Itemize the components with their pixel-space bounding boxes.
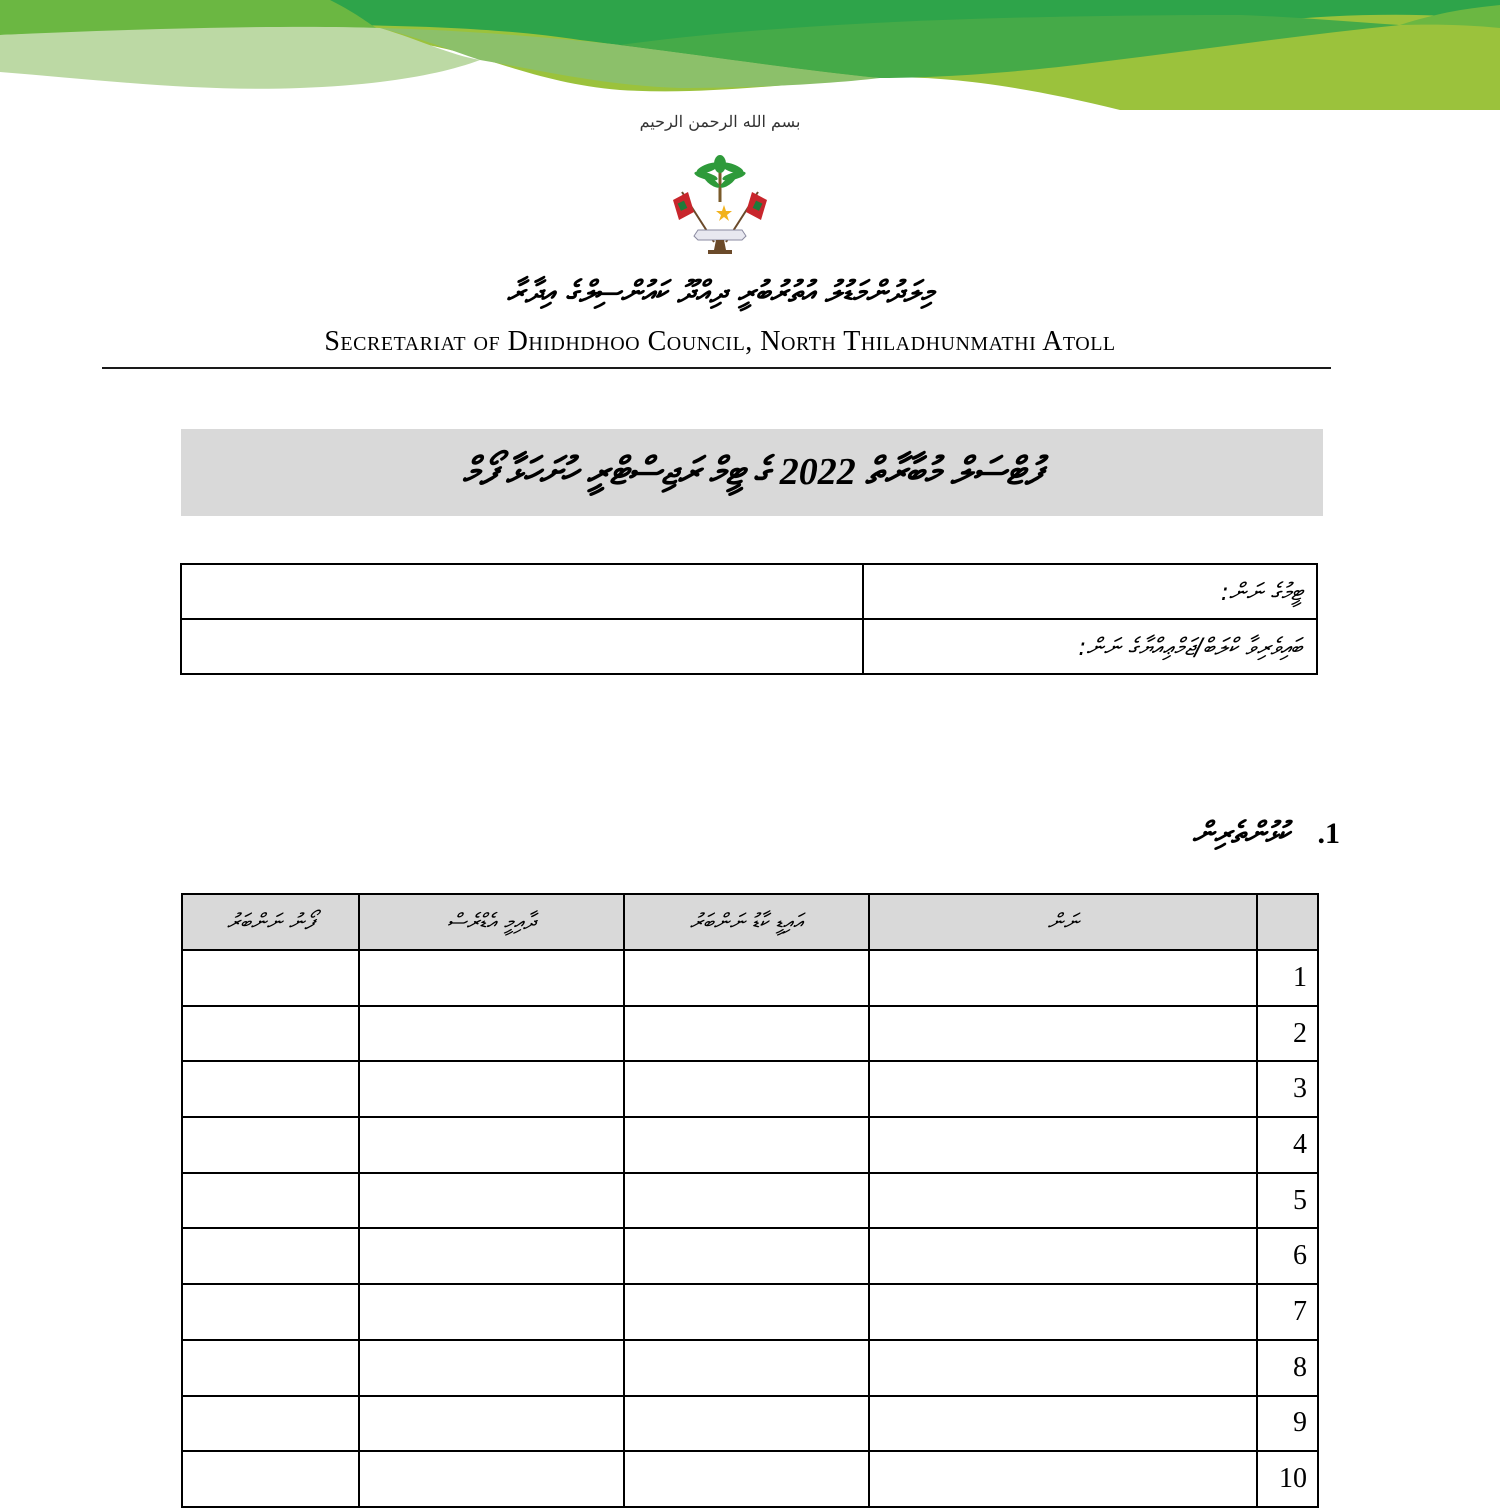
id-card-cell[interactable] [624, 950, 869, 1006]
name-cell[interactable] [869, 1228, 1257, 1284]
form-title: ފުޓްސަލް މުބާރާތް 2022 ގެ ޓީމް ރަޖިސްޓްރީ ހުށަހަޅާ ފޯމް [181, 429, 1323, 516]
address-cell[interactable] [359, 1451, 624, 1507]
row-number: 10 [1257, 1451, 1318, 1507]
address-cell[interactable] [359, 1173, 624, 1229]
phone-cell[interactable] [182, 1396, 359, 1452]
table-row [182, 1284, 1318, 1340]
table-row [182, 1228, 1318, 1284]
phone-cell[interactable] [182, 1228, 359, 1284]
table-row [182, 1340, 1318, 1396]
section-title: ކުޅުންތެރިން [1192, 816, 1290, 851]
header-divider [102, 367, 1331, 369]
row-number: 3 [1257, 1061, 1318, 1117]
address-cell[interactable] [359, 1228, 624, 1284]
id-card-cell[interactable] [624, 1006, 869, 1062]
name-cell[interactable] [869, 1451, 1257, 1507]
table-row [182, 1117, 1318, 1173]
bismillah-calligraphy: بسم الله الرحمن الرحيم [639, 112, 801, 131]
green-wave-banner [0, 0, 1500, 110]
row-number: 8 [1257, 1340, 1318, 1396]
name-cell[interactable] [869, 1117, 1257, 1173]
id-card-cell[interactable] [624, 1396, 869, 1452]
address-cell[interactable] [359, 1396, 624, 1452]
table-row [182, 950, 1318, 1006]
address-cell[interactable] [359, 1006, 624, 1062]
players-table [181, 893, 1319, 1508]
col-header-number [1257, 894, 1318, 950]
phone-cell[interactable] [182, 950, 359, 1006]
id-card-cell[interactable] [624, 1340, 869, 1396]
address-cell[interactable] [359, 1061, 624, 1117]
row-number: 2 [1257, 1006, 1318, 1062]
id-card-cell[interactable] [624, 1061, 869, 1117]
id-card-cell[interactable] [624, 1284, 869, 1340]
address-cell[interactable] [359, 1117, 624, 1173]
club-name-label: ބައިވެރިވާ ކްލަބް/ޖަމްޢިއްޔާގެ ނަން: [863, 619, 1317, 674]
row-number: 6 [1257, 1228, 1318, 1284]
table-row [182, 1173, 1318, 1229]
maldives-emblem-icon [668, 150, 772, 256]
id-card-cell[interactable] [624, 1173, 869, 1229]
section-heading-players [1100, 808, 1340, 860]
section-number: 1. [1317, 817, 1340, 850]
id-card-cell[interactable] [624, 1451, 869, 1507]
table-row [182, 1451, 1318, 1507]
col-header-phone: ފޯނު ނަންބަރު [182, 894, 359, 950]
name-cell[interactable] [869, 1396, 1257, 1452]
name-cell[interactable] [869, 1284, 1257, 1340]
team-name-field[interactable] [181, 564, 863, 619]
col-header-id-card: އައިޑީ ކާޑު ނަންބަރު [624, 894, 869, 950]
id-card-cell[interactable] [624, 1117, 869, 1173]
org-name-english: Secretariat of Dhidhdhoo Council, North Thiladhunmathi Atoll [324, 326, 1116, 357]
col-header-address: ދާއިމީ އެޑްރެސް [359, 894, 624, 950]
row-number: 1 [1257, 950, 1318, 1006]
team-info-table [180, 563, 1318, 675]
players-table-header [182, 894, 1318, 950]
phone-cell[interactable] [182, 1284, 359, 1340]
phone-cell[interactable] [182, 1006, 359, 1062]
name-cell[interactable] [869, 1340, 1257, 1396]
id-card-cell[interactable] [624, 1228, 869, 1284]
address-cell[interactable] [359, 1284, 624, 1340]
address-cell[interactable] [359, 1340, 624, 1396]
team-name-row [181, 564, 1317, 619]
table-row [182, 1396, 1318, 1452]
name-cell[interactable] [869, 950, 1257, 1006]
table-row [182, 1061, 1318, 1117]
address-cell[interactable] [359, 950, 624, 1006]
name-cell[interactable] [869, 1061, 1257, 1117]
name-cell[interactable] [869, 1006, 1257, 1062]
club-name-field[interactable] [181, 619, 863, 674]
row-number: 5 [1257, 1173, 1318, 1229]
col-header-name: ނަން [869, 894, 1257, 950]
phone-cell[interactable] [182, 1340, 359, 1396]
club-name-row [181, 619, 1317, 674]
phone-cell[interactable] [182, 1173, 359, 1229]
phone-cell[interactable] [182, 1117, 359, 1173]
row-number: 7 [1257, 1284, 1318, 1340]
team-name-label: ޓީމުގެ ނަން: [863, 564, 1317, 619]
phone-cell[interactable] [182, 1451, 359, 1507]
name-cell[interactable] [869, 1173, 1257, 1229]
row-number: 9 [1257, 1396, 1318, 1452]
row-number: 4 [1257, 1117, 1318, 1173]
phone-cell[interactable] [182, 1061, 359, 1117]
table-row [182, 1006, 1318, 1062]
org-name-dhivehi: މިލަދުންމަޑުލު އުތުރުބުރީ ދިއްދޫ ކައުންސިލްގެ އިދާރާ [506, 275, 934, 310]
